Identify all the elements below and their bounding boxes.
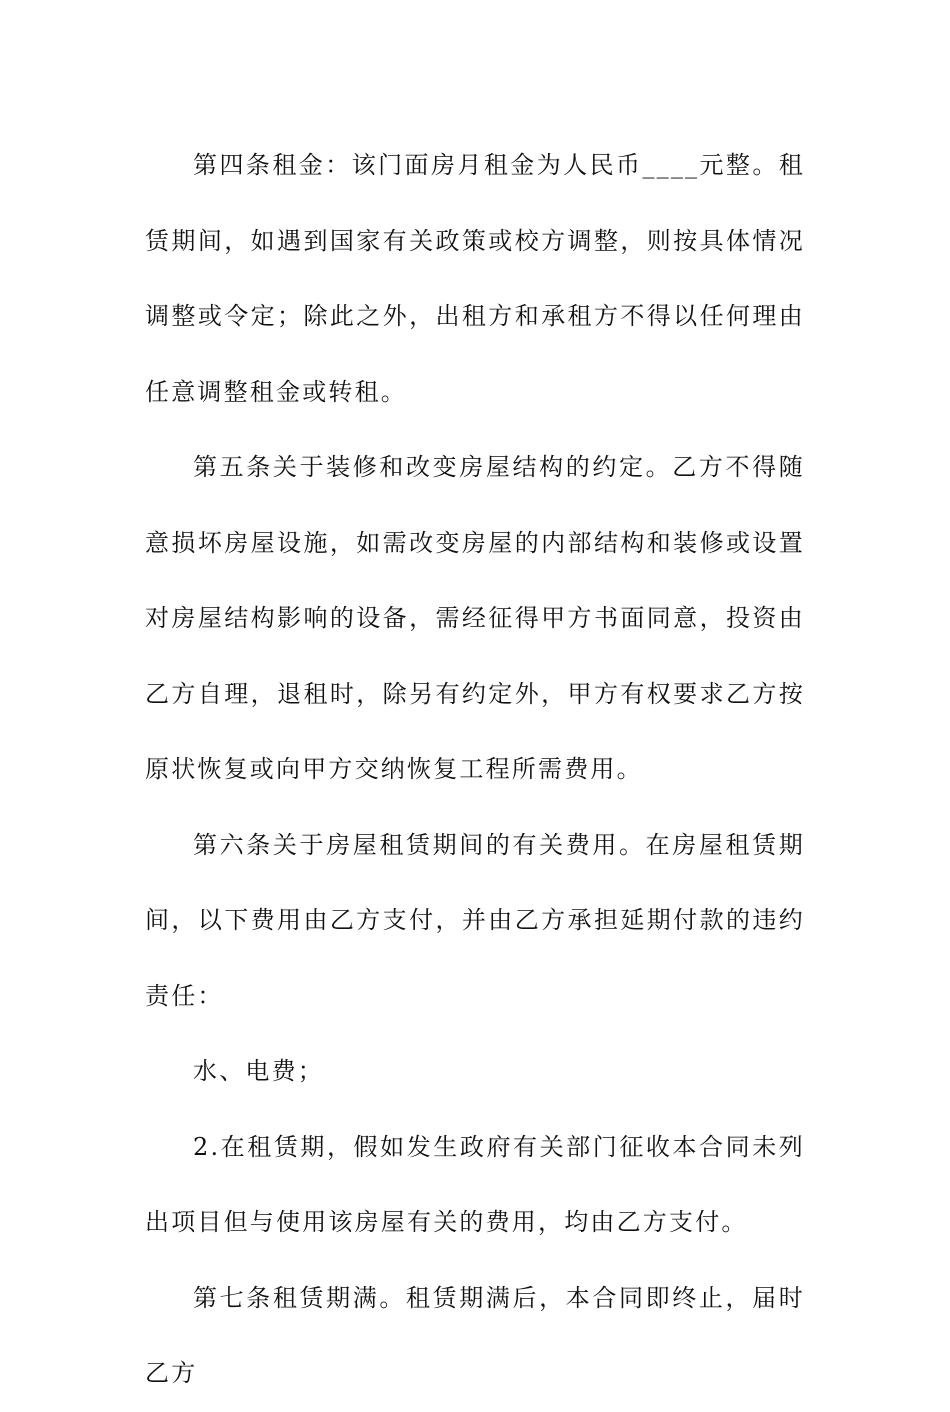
paragraph-item-2-government-fees: 2.在租赁期，假如发生政府有关部门征收本合同未列出项目但与使用该房屋有关的费用，均由乙方支付。 [145,1132,805,1236]
paragraph-article-6-expenses: 第六条关于房屋租赁期间的有关费用。在房屋租赁期间，以下费用由乙方支付，并由乙方承担延期付款的违约责任： [145,830,805,1010]
paragraph-article-4-rent: 第四条租金：该门面房月租金为人民币____元整。租赁期间，如遇到国家有关政策或校方调整，则按具体情况调整或令定；除此之外，出租方和承租方不得以任何理由任意调整租金或转租。 [145,151,805,406]
paragraph-item-water-electricity: 水、电费； [193,1057,324,1085]
paragraph-article-7-expiry: 第七条租赁期满。租赁期满后，本合同即终止，届时乙方 [145,1283,805,1387]
document-body [145,128,805,1412]
paragraph-article-5-renovation: 第五条关于装修和改变房屋结构的约定。乙方不得随意损坏房屋设施，如需改变房屋的内部结构和装修或设置对房屋结构影响的设备，需经征得甲方书面同意，投资由乙方自理，退租时，除另有约定外，甲方有权要求乙方按原状恢复或向甲方交纳恢复工程所需费用。 [145,453,805,783]
